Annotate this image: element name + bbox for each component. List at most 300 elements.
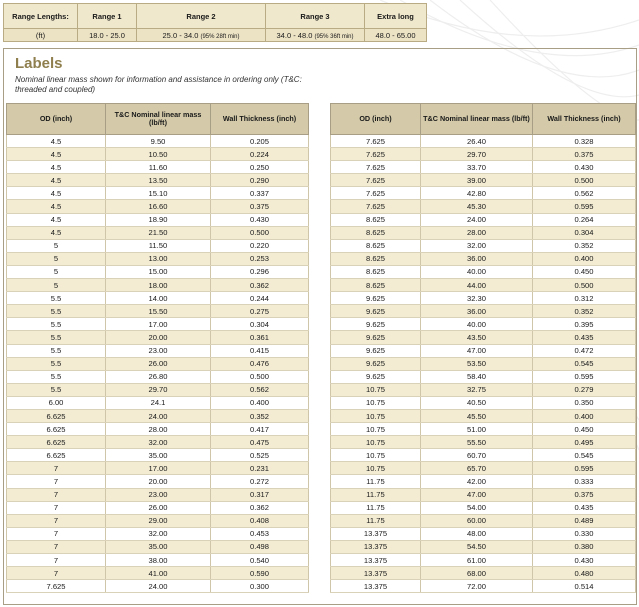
range1-header: Range 1 (78, 4, 137, 29)
wall-cell: 0.417 (211, 423, 309, 436)
mass-cell: 54.00 (421, 501, 533, 514)
table-row (331, 554, 636, 567)
table-row (7, 213, 309, 226)
wall-cell: 0.312 (533, 292, 636, 305)
wall-cell: 0.545 (533, 357, 636, 370)
table-header-row (331, 104, 636, 135)
wall-cell: 0.244 (211, 292, 309, 305)
table-row (331, 161, 636, 174)
mass-cell: 38.00 (106, 554, 211, 567)
table-row (7, 540, 309, 553)
mass-cell: 20.00 (106, 475, 211, 488)
od-cell: 13.375 (331, 527, 421, 540)
wall-cell: 0.231 (211, 462, 309, 475)
od-cell: 8.625 (331, 213, 421, 226)
od-cell: 10.75 (331, 462, 421, 475)
wall-cell: 0.279 (533, 383, 636, 396)
wall-cell: 0.430 (533, 161, 636, 174)
table-row (331, 148, 636, 161)
wall-cell: 0.500 (533, 174, 636, 187)
table-row (7, 554, 309, 567)
table-row (331, 305, 636, 318)
wall-cell: 0.450 (533, 265, 636, 278)
mass-cell: 18.90 (106, 213, 211, 226)
od-cell: 8.625 (331, 239, 421, 252)
table-row (331, 135, 636, 148)
range-lengths-label: Range Lengths: (4, 4, 78, 29)
mass-cell: 28.00 (106, 423, 211, 436)
od-cell: 5 (7, 239, 106, 252)
wall-cell: 0.400 (533, 252, 636, 265)
table-row (7, 449, 309, 462)
wall-cell: 0.352 (533, 305, 636, 318)
wall-cell: 0.595 (533, 200, 636, 213)
wall-cell: 0.430 (211, 213, 309, 226)
table-row (7, 161, 309, 174)
od-cell: 5.5 (7, 344, 106, 357)
od-cell: 7.625 (7, 580, 106, 593)
wall-cell: 0.362 (211, 279, 309, 292)
wall-cell: 0.514 (533, 580, 636, 593)
mass-cell: 40.50 (421, 396, 533, 409)
mass-cell: 43.50 (421, 331, 533, 344)
table-row (331, 357, 636, 370)
od-cell: 9.625 (331, 357, 421, 370)
mass-cell: 23.00 (106, 488, 211, 501)
wall-cell: 0.362 (211, 501, 309, 514)
table-header-row (7, 104, 309, 135)
table-row (7, 514, 309, 527)
od-cell: 5 (7, 279, 106, 292)
wall-cell: 0.304 (211, 318, 309, 331)
table-row (7, 187, 309, 200)
wall-cell: 0.500 (211, 226, 309, 239)
wall-cell: 0.272 (211, 475, 309, 488)
table-row (331, 252, 636, 265)
od-cell: 7 (7, 540, 106, 553)
od-cell: 5.5 (7, 331, 106, 344)
od-cell: 7.625 (331, 174, 421, 187)
od-cell: 7.625 (331, 135, 421, 148)
od-cell: 9.625 (331, 344, 421, 357)
wall-cell: 0.400 (211, 396, 309, 409)
table-row (7, 135, 309, 148)
table-row (7, 344, 309, 357)
mass-cell: 26.00 (106, 357, 211, 370)
table-row (7, 436, 309, 449)
od-cell: 9.625 (331, 305, 421, 318)
wall-cell: 0.595 (533, 370, 636, 383)
od-cell: 7 (7, 567, 106, 580)
mass-cell: 36.00 (421, 305, 533, 318)
labels-note: Nominal linear mass shown for information and assistance in ordering only (T&C: threaded and coupled) (15, 75, 302, 94)
od-cell: 5.5 (7, 305, 106, 318)
od-cell: 13.375 (331, 580, 421, 593)
table-row (7, 580, 309, 593)
table-row (331, 436, 636, 449)
wall-cell: 0.480 (533, 567, 636, 580)
wall-cell: 0.375 (211, 200, 309, 213)
right-table-body (331, 135, 636, 593)
mass-cell: 20.00 (106, 331, 211, 344)
od-cell: 13.375 (331, 540, 421, 553)
range2-value: 25.0 - 34.0 (95% 28ft min) (137, 29, 266, 42)
od-cell: 11.75 (331, 501, 421, 514)
od-cell: 9.625 (331, 331, 421, 344)
mass-cell: 35.00 (106, 449, 211, 462)
mass-cell: 17.00 (106, 318, 211, 331)
od-cell: 4.5 (7, 161, 106, 174)
table-row (331, 279, 636, 292)
table-row (331, 567, 636, 580)
wall-cell: 0.430 (533, 554, 636, 567)
table-row (7, 148, 309, 161)
table-row (331, 488, 636, 501)
wall-cell: 0.328 (533, 135, 636, 148)
table-row (7, 370, 309, 383)
od-cell: 4.5 (7, 148, 106, 161)
wall-cell: 0.375 (533, 488, 636, 501)
mass-cell: 44.00 (421, 279, 533, 292)
mass-cell: 47.00 (421, 488, 533, 501)
wall-cell: 0.400 (533, 409, 636, 422)
mass-cell: 45.30 (421, 200, 533, 213)
table-row (331, 213, 636, 226)
table-row (331, 292, 636, 305)
mass-cell: 29.70 (421, 148, 533, 161)
mass-cell: 32.00 (106, 436, 211, 449)
mass-cell: 60.00 (421, 514, 533, 527)
table-row (7, 527, 309, 540)
table-row (331, 409, 636, 422)
table-row (331, 423, 636, 436)
mass-cell: 11.50 (106, 239, 211, 252)
table-row (7, 200, 309, 213)
table-row (331, 449, 636, 462)
table-row (331, 187, 636, 200)
od-cell: 9.625 (331, 370, 421, 383)
wall-cell: 0.435 (533, 331, 636, 344)
od-cell: 6.00 (7, 396, 106, 409)
mass-cell: 21.50 (106, 226, 211, 239)
mass-cell: 24.1 (106, 396, 211, 409)
table-row (331, 527, 636, 540)
mass-cell: 58.40 (421, 370, 533, 383)
wall-cell: 0.317 (211, 488, 309, 501)
od-cell: 10.75 (331, 423, 421, 436)
od-cell: 11.75 (331, 475, 421, 488)
table-row (7, 501, 309, 514)
table-row (331, 174, 636, 187)
wall-cell: 0.300 (211, 580, 309, 593)
mass-cell: 40.00 (421, 318, 533, 331)
mass-cell: 24.00 (421, 213, 533, 226)
table-row (7, 305, 309, 318)
table-row (7, 318, 309, 331)
wall-cell: 0.453 (211, 527, 309, 540)
mass-cell: 54.50 (421, 540, 533, 553)
mass-cell: 13.50 (106, 174, 211, 187)
od-cell: 6.625 (7, 436, 106, 449)
wall-header: Wall Thickness (inch) (211, 104, 309, 135)
mass-cell: 13.00 (106, 252, 211, 265)
od-cell: 7.625 (331, 161, 421, 174)
od-cell: 5.5 (7, 370, 106, 383)
table-row (7, 423, 309, 436)
table-row (7, 226, 309, 239)
mass-cell: 41.00 (106, 567, 211, 580)
wall-cell: 0.220 (211, 239, 309, 252)
table-row (331, 239, 636, 252)
wall-cell: 0.352 (211, 409, 309, 422)
mass-cell: 72.00 (421, 580, 533, 593)
extra-long-header: Extra long (365, 4, 427, 29)
wall-cell: 0.205 (211, 135, 309, 148)
mass-cell: 39.00 (421, 174, 533, 187)
od-cell: 10.75 (331, 396, 421, 409)
mass-cell: 24.00 (106, 580, 211, 593)
od-cell: 7 (7, 554, 106, 567)
mass-cell: 47.00 (421, 344, 533, 357)
od-cell: 7.625 (331, 200, 421, 213)
mass-cell: 16.60 (106, 200, 211, 213)
table-row (331, 475, 636, 488)
od-cell: 7 (7, 475, 106, 488)
od-cell: 7 (7, 514, 106, 527)
wall-cell: 0.250 (211, 161, 309, 174)
od-cell: 4.5 (7, 135, 106, 148)
mass-cell: 45.50 (421, 409, 533, 422)
wall-cell: 0.500 (533, 279, 636, 292)
od-cell: 8.625 (331, 265, 421, 278)
table-row (331, 265, 636, 278)
od-header: OD (inch) (331, 104, 421, 135)
wall-cell: 0.500 (211, 370, 309, 383)
wall-cell: 0.408 (211, 514, 309, 527)
od-cell: 11.75 (331, 488, 421, 501)
mass-cell: 15.00 (106, 265, 211, 278)
wall-cell: 0.472 (533, 344, 636, 357)
mass-cell: 55.50 (421, 436, 533, 449)
mass-cell: 51.00 (421, 423, 533, 436)
table-row (7, 383, 309, 396)
table-row (7, 174, 309, 187)
od-cell: 11.75 (331, 514, 421, 527)
mass-cell: 17.00 (106, 462, 211, 475)
table-row (331, 383, 636, 396)
od-cell: 7.625 (331, 187, 421, 200)
wall-cell: 0.476 (211, 357, 309, 370)
wall-cell: 0.361 (211, 331, 309, 344)
od-cell: 7.625 (331, 148, 421, 161)
table-row (7, 357, 309, 370)
wall-cell: 0.590 (211, 567, 309, 580)
wall-cell: 0.562 (211, 383, 309, 396)
table-row (7, 567, 309, 580)
mass-cell: 18.00 (106, 279, 211, 292)
wall-cell: 0.296 (211, 265, 309, 278)
mass-cell: 15.50 (106, 305, 211, 318)
labels-panel (3, 48, 637, 605)
wall-cell: 0.562 (533, 187, 636, 200)
mass-cell: 53.50 (421, 357, 533, 370)
labels-table-right (330, 103, 636, 593)
mass-cell: 23.00 (106, 344, 211, 357)
table-row (331, 226, 636, 239)
mass-cell: 10.50 (106, 148, 211, 161)
mass-cell: 29.70 (106, 383, 211, 396)
od-cell: 6.625 (7, 409, 106, 422)
od-cell: 7 (7, 488, 106, 501)
mass-cell: 40.00 (421, 265, 533, 278)
mass-cell: 68.00 (421, 567, 533, 580)
od-cell: 4.5 (7, 226, 106, 239)
table-row (331, 200, 636, 213)
od-cell: 5 (7, 252, 106, 265)
left-table-body (7, 135, 309, 593)
mass-header: T&C Nominal linear mass (lb/ft) (106, 104, 211, 135)
table-row (7, 292, 309, 305)
mass-cell: 42.80 (421, 187, 533, 200)
wall-cell: 0.380 (533, 540, 636, 553)
table-row (331, 370, 636, 383)
range3-value: 34.0 - 48.0 (95% 36ft min) (266, 29, 365, 42)
table-row (7, 462, 309, 475)
od-cell: 4.5 (7, 174, 106, 187)
wall-cell: 0.352 (533, 239, 636, 252)
mass-cell: 11.60 (106, 161, 211, 174)
wall-header: Wall Thickness (inch) (533, 104, 636, 135)
table-row (7, 279, 309, 292)
range-unit: (ft) (4, 29, 78, 42)
extra-long-value: 48.0 - 65.00 (365, 29, 427, 42)
od-cell: 4.5 (7, 213, 106, 226)
table-row (331, 331, 636, 344)
od-cell: 13.375 (331, 554, 421, 567)
mass-cell: 60.70 (421, 449, 533, 462)
mass-cell: 28.00 (421, 226, 533, 239)
wall-cell: 0.475 (211, 436, 309, 449)
table-row (331, 580, 636, 593)
table-row (331, 540, 636, 553)
mass-header: T&C Nominal linear mass (lb/ft) (421, 104, 533, 135)
table-row (331, 501, 636, 514)
wall-cell: 0.337 (211, 187, 309, 200)
mass-cell: 61.00 (421, 554, 533, 567)
od-cell: 6.625 (7, 449, 106, 462)
od-cell: 9.625 (331, 292, 421, 305)
wall-cell: 0.264 (533, 213, 636, 226)
mass-cell: 48.00 (421, 527, 533, 540)
wall-cell: 0.290 (211, 174, 309, 187)
od-cell: 7 (7, 462, 106, 475)
od-cell: 9.625 (331, 318, 421, 331)
od-cell: 7 (7, 527, 106, 540)
wall-cell: 0.415 (211, 344, 309, 357)
od-cell: 10.75 (331, 449, 421, 462)
mass-cell: 29.00 (106, 514, 211, 527)
table-row (7, 396, 309, 409)
wall-cell: 0.304 (533, 226, 636, 239)
od-cell: 10.75 (331, 436, 421, 449)
wall-cell: 0.330 (533, 527, 636, 540)
od-cell: 5.5 (7, 318, 106, 331)
range-header-row (4, 4, 427, 29)
range1-value: 18.0 - 25.0 (78, 29, 137, 42)
table-row (331, 344, 636, 357)
mass-cell: 9.50 (106, 135, 211, 148)
od-cell: 8.625 (331, 252, 421, 265)
mass-cell: 65.70 (421, 462, 533, 475)
wall-cell: 0.450 (533, 423, 636, 436)
wall-cell: 0.375 (533, 148, 636, 161)
od-cell: 5.5 (7, 292, 106, 305)
od-cell: 8.625 (331, 226, 421, 239)
range-lengths-table (3, 3, 427, 42)
table-row (331, 462, 636, 475)
mass-cell: 32.30 (421, 292, 533, 305)
mass-cell: 26.40 (421, 135, 533, 148)
table-row (7, 331, 309, 344)
table-row (7, 475, 309, 488)
od-cell: 4.5 (7, 200, 106, 213)
wall-cell: 0.395 (533, 318, 636, 331)
range-values-row (4, 29, 427, 42)
od-cell: 4.5 (7, 187, 106, 200)
table-row (7, 409, 309, 422)
wall-cell: 0.498 (211, 540, 309, 553)
od-cell: 5.5 (7, 383, 106, 396)
mass-cell: 36.00 (421, 252, 533, 265)
mass-cell: 24.00 (106, 409, 211, 422)
od-cell: 8.625 (331, 279, 421, 292)
od-cell: 10.75 (331, 409, 421, 422)
table-row (331, 318, 636, 331)
labels-title: Labels (15, 55, 63, 72)
mass-cell: 15.10 (106, 187, 211, 200)
wall-cell: 0.333 (533, 475, 636, 488)
mass-cell: 26.80 (106, 370, 211, 383)
od-cell: 10.75 (331, 383, 421, 396)
od-cell: 13.375 (331, 567, 421, 580)
table-row (331, 396, 636, 409)
wall-cell: 0.253 (211, 252, 309, 265)
range2-header: Range 2 (137, 4, 266, 29)
mass-cell: 33.70 (421, 161, 533, 174)
wall-cell: 0.275 (211, 305, 309, 318)
od-header: OD (inch) (7, 104, 106, 135)
wall-cell: 0.545 (533, 449, 636, 462)
od-cell: 5.5 (7, 357, 106, 370)
range3-header: Range 3 (266, 4, 365, 29)
wall-cell: 0.224 (211, 148, 309, 161)
wall-cell: 0.525 (211, 449, 309, 462)
table-row (7, 239, 309, 252)
wall-cell: 0.350 (533, 396, 636, 409)
mass-cell: 14.00 (106, 292, 211, 305)
wall-cell: 0.435 (533, 501, 636, 514)
od-cell: 7 (7, 501, 106, 514)
od-cell: 6.625 (7, 423, 106, 436)
mass-cell: 42.00 (421, 475, 533, 488)
mass-cell: 32.00 (421, 239, 533, 252)
mass-cell: 32.00 (106, 527, 211, 540)
table-row (7, 252, 309, 265)
mass-cell: 35.00 (106, 540, 211, 553)
wall-cell: 0.595 (533, 462, 636, 475)
wall-cell: 0.495 (533, 436, 636, 449)
od-cell: 5 (7, 265, 106, 278)
